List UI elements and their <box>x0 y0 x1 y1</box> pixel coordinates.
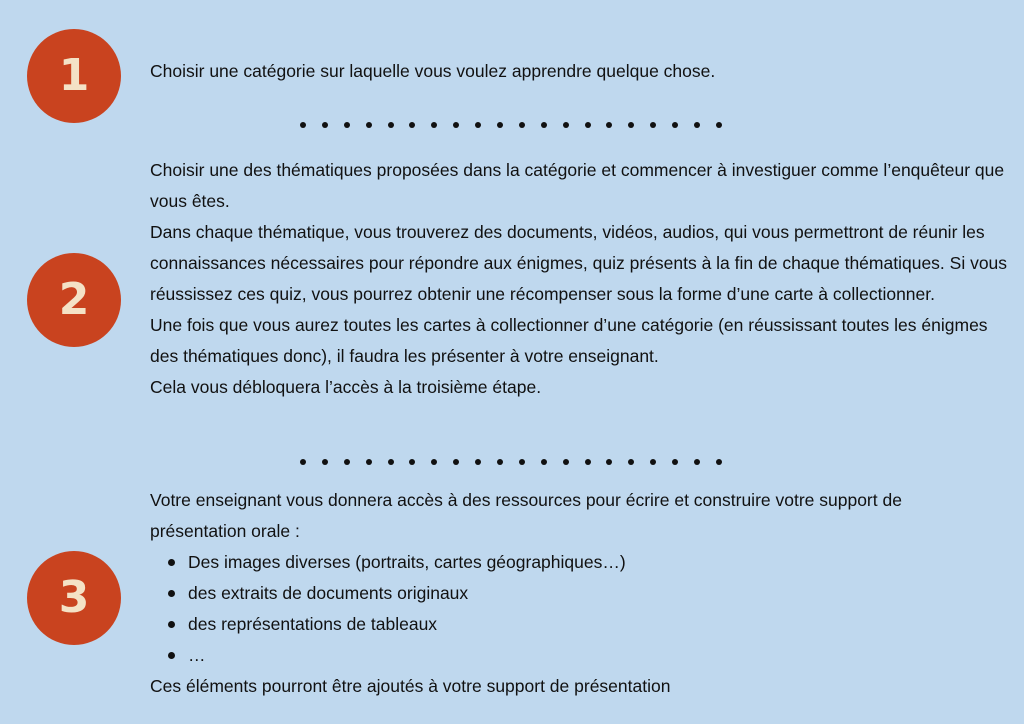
step-3-list <box>150 547 990 671</box>
step-3-outro: Ces éléments pourront être ajoutés à votre support de présentation <box>150 676 671 696</box>
step-2-text <box>150 155 1012 403</box>
step-2-paragraph-1: Choisir une des thématiques proposées dans la catégorie et commencer à investiguer comme l’enquêteur que vous êtes. <box>150 160 1005 211</box>
step-1-text <box>150 56 1010 87</box>
step-2-paragraph-4: Cela vous débloquera l’accès à la troisième étape. <box>150 377 542 397</box>
step-3-intro: Votre enseignant vous donnera accès à des ressources pour écrire et construire votre support de présentation orale : <box>150 490 902 541</box>
list-item: des représentations de tableaux <box>166 609 990 640</box>
list-item: Des images diverses (portraits, cartes géographiques…) <box>166 547 990 578</box>
list-item: … <box>166 640 990 671</box>
step-3-number: 3 <box>58 572 90 623</box>
list-item: des extraits de documents originaux <box>166 578 990 609</box>
step-3-text <box>150 485 990 702</box>
step-3-badge <box>27 551 121 645</box>
step-1-paragraph: Choisir une catégorie sur laquelle vous voulez apprendre quelque chose. <box>150 61 716 81</box>
step-1-number: 1 <box>58 50 90 101</box>
step-1-badge <box>27 29 121 123</box>
dotted-separator-2 <box>300 457 722 467</box>
step-2-paragraph-3: Une fois que vous aurez toutes les cartes à collectionner d’une catégorie (en réussissant toutes les énigmes des thématiques donc), il faudra les présenter à votre enseignant. <box>150 315 988 366</box>
step-2-number: 2 <box>58 274 90 325</box>
dotted-separator-1 <box>300 120 722 130</box>
step-2-paragraph-2: Dans chaque thématique, vous trouverez des documents, vidéos, audios, qui vous permettront de réunir les connaissances nécessaires pour répondre aux énigmes, quiz présents à la fin de chaque thématiques. Si vous réussissez ces quiz, vous pourrez obtenir une récompenser sous la forme d’une carte à collectionner. <box>150 222 1008 304</box>
step-2-badge <box>27 253 121 347</box>
